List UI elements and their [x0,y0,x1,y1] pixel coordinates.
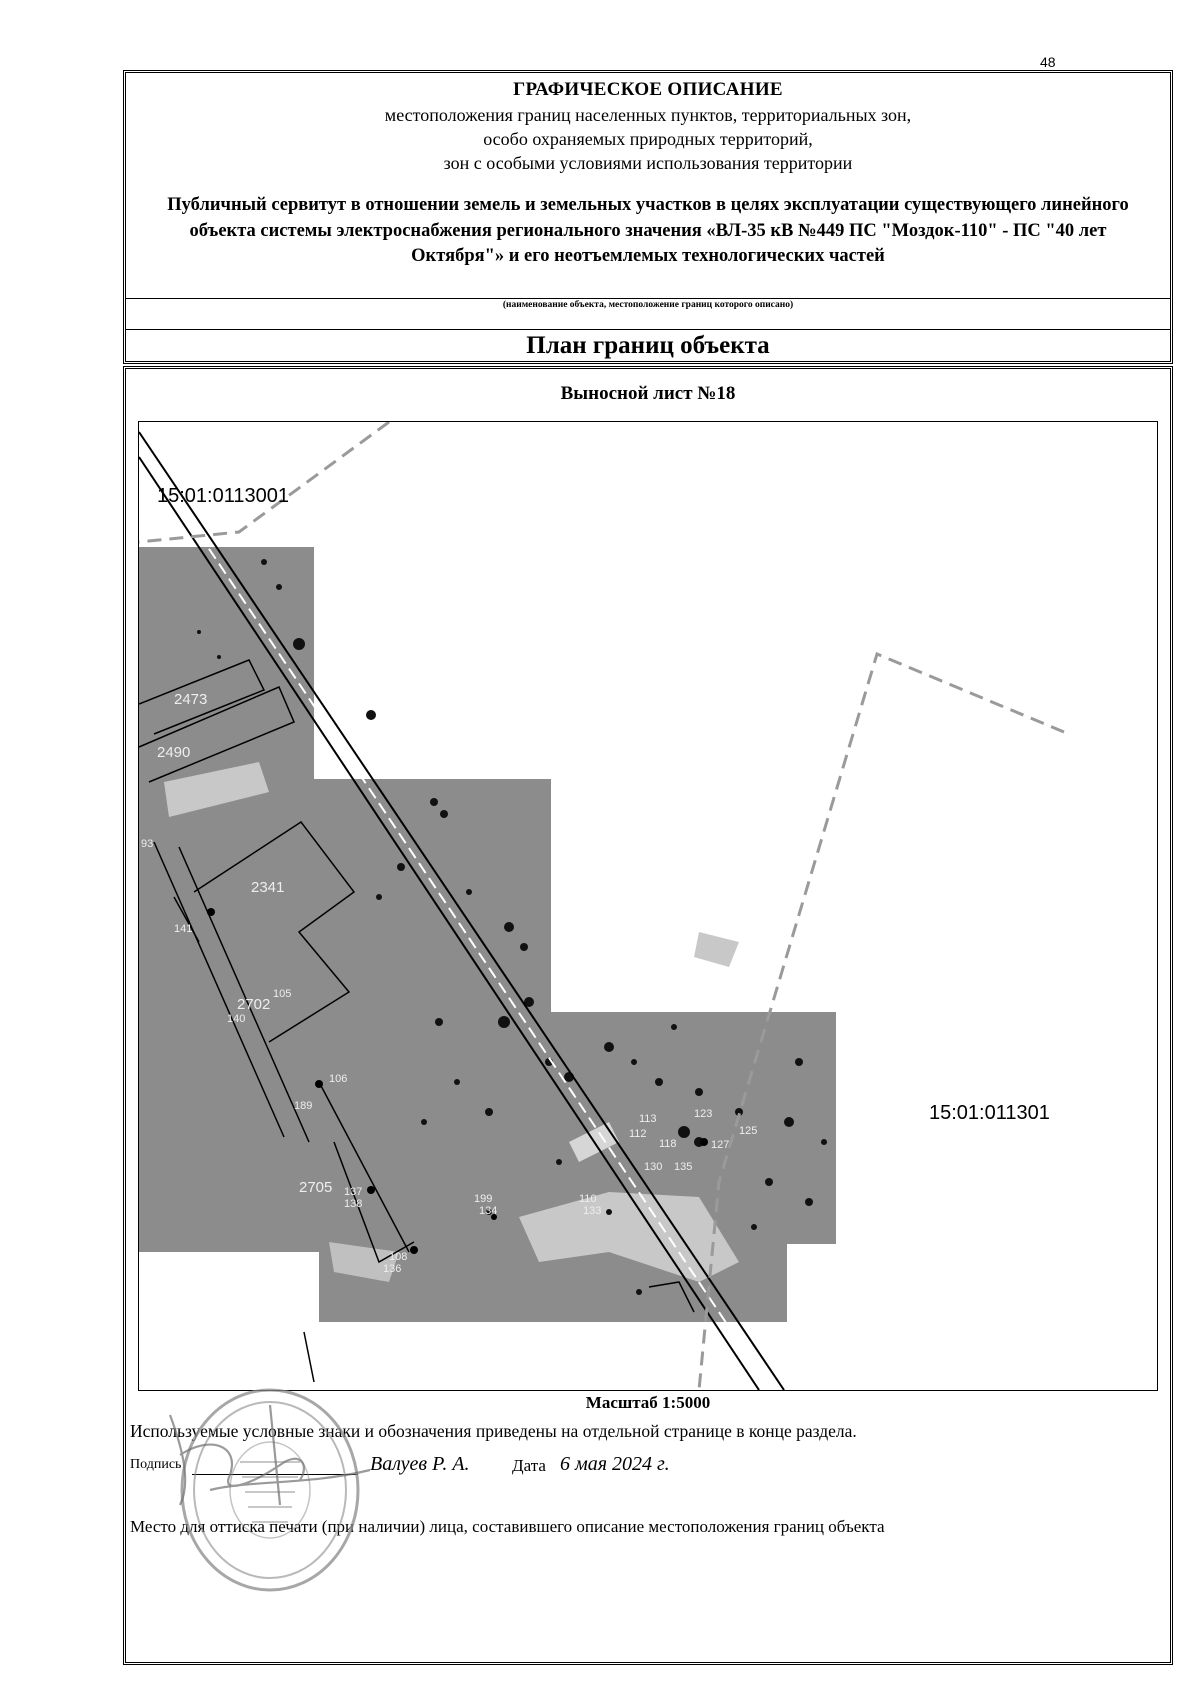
point-label: 140 [227,1013,246,1025]
point-label: 125 [739,1125,758,1137]
point-label: 189 [294,1100,313,1112]
date-value: 6 мая 2024 г. [560,1453,670,1475]
point-label: 113 [639,1113,657,1125]
point-label: 123 [694,1108,713,1120]
point-label: 141 [174,923,193,935]
subtitle-line-1: местоположения границ населенных пунктов, территориальных зон, [384,105,912,125]
point-label: 135 [674,1161,693,1173]
point-label: 110 [579,1193,597,1205]
signature-label: Подпись [130,1457,182,1472]
seal-note: Место для оттиска печати (при наличии) лица, составившего описание местоположения границ объекта [130,1517,885,1536]
cadastral-block-label: 15:01:011301 [929,1102,1050,1124]
point-label: 118 [659,1138,677,1150]
point-label: 130 [644,1161,663,1173]
signer-name: Валуев Р. А. [370,1453,470,1475]
point-label: 133 [583,1205,602,1217]
legend-note: Используемые условные знаки и обозначения приведены на отдельной странице в конце раздела. [130,1421,857,1441]
parcel-label: 2473 [174,691,208,708]
point-label: 105 [273,988,292,1000]
subtitle-line-3: зон с особыми условиями использования территории [443,153,853,173]
object-name-caption: (наименование объекта, местоположение границ которого описано) [502,300,794,310]
date-label: Дата [512,1456,546,1475]
parcel-label: 2702 [237,996,271,1013]
point-label: 127 [711,1139,730,1151]
document-title: ГРАФИЧЕСКОЕ ОПИСАНИЕ [513,79,783,100]
point-label: 106 [329,1073,348,1085]
sheet-title: Выносной лист №18 [560,383,736,404]
map-area [138,421,1158,1391]
parcel-label: 2341 [251,879,285,896]
point-label: 136 [383,1263,402,1275]
subtitle-line-2: особо охраняемых природных территорий, [483,129,813,149]
parcel-label: 2490 [157,744,191,761]
cadastral-block-label: 15:01:0113001 [157,485,289,507]
point-label: 137 [344,1186,363,1198]
map-scale: Масштаб 1:5000 [585,1393,711,1412]
page-number: 48 [1040,54,1056,70]
aerial-image-region [139,547,159,1252]
divider [126,329,1170,330]
point-label: 108 [389,1251,408,1263]
light-patch [694,932,739,967]
point-label: 93 [141,838,154,850]
parcel-label: 2705 [299,1179,333,1196]
point-label: 138 [344,1198,363,1210]
map-drawing [139,422,1157,1390]
header-frame [123,70,1173,364]
point-label: 112 [629,1128,647,1140]
divider [126,298,1170,299]
cadastral-block-boundary [139,422,389,542]
object-name: Публичный сервитут в отношении земель и земельных участков в целях эксплуатации существующего линейного объекта системы электроснабжения регионального значения «ВЛ-35 кВ №449 ПС "Моздок-110" - ПС "40 лет Октября"» и его неотъемлемых технологических частей [167,195,1129,266]
point-label: 134 [479,1205,498,1217]
handwritten-signature [150,1395,390,1515]
plan-title: План границ объекта [526,332,770,359]
point-label: 199 [474,1193,493,1205]
